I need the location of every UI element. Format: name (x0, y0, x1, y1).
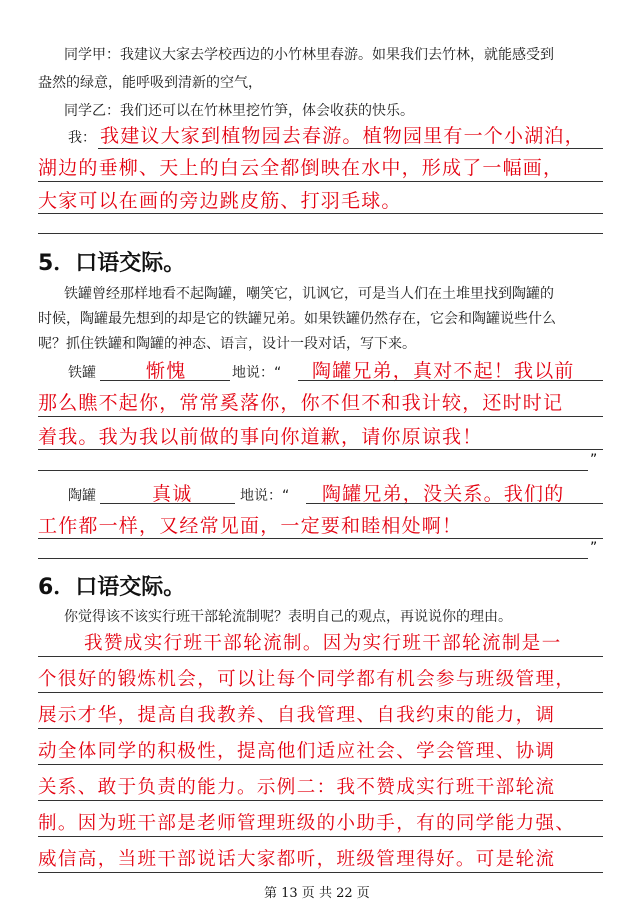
section-5-prompt-line-2: 时候，陶罐最先想到的却是它的铁罐兄弟。如果铁罐仍然存在，它会和陶罐说些什么 (38, 311, 556, 327)
write-rule (38, 233, 603, 234)
clay-pot-line-2: 工作都一样，又经常见面，一定要和睦相处啊！ (38, 515, 463, 537)
section-6-answer-line-6: 制。因为班干部是老师管理班级的小助手，有的同学能力强、 (38, 813, 576, 834)
iron-pot-line-3: 着我。我为我以前做的事向你道歉，请你原谅我！ (38, 426, 483, 448)
write-rule (38, 181, 603, 182)
section-6-prompt: 你觉得该不该实行班干部轮流制呢？表明自己的观点，再说说你的理由。 (64, 609, 512, 625)
clay-pot-said: 地说：“ (240, 488, 290, 504)
write-rule (38, 800, 603, 801)
write-rule (38, 872, 603, 873)
section-5-heading: 5．口语交际。 (38, 251, 186, 276)
write-rule (38, 470, 588, 471)
section-5-prompt-line-1: 铁罐曾经那样地看不起陶罐，嘲笑它，讥讽它，可是当人们在土堆里找到陶罐的 (64, 286, 554, 302)
clay-pot-label: 陶罐 (68, 488, 96, 504)
answer-line-3: 大家可以在画的旁边跳皮筋、打羽毛球。 (38, 190, 402, 212)
answer-line-2: 湖边的垂柳、天上的白云全都倒映在水中，形成了一幅画， (38, 157, 564, 179)
write-rule (38, 836, 603, 837)
write-rule (38, 449, 603, 450)
write-rule (38, 728, 603, 729)
write-rule (38, 416, 603, 417)
write-rule (298, 380, 603, 381)
section-6-answer-line-1: 我赞成实行班干部轮流制。因为实行班干部轮流制是一 (84, 633, 562, 654)
iron-pot-close-quote: ” (590, 452, 598, 468)
section-5-prompt-line-3: 呢？抓住铁罐和陶罐的神态、语言，设计一段对话，写下来。 (38, 336, 416, 352)
clay-pot-manner: 真诚 (152, 483, 193, 505)
section-6-answer-line-4: 动全体同学的积极性，提高他们适应社会、学会管理、协调 (38, 741, 556, 762)
iron-pot-label: 铁罐 (68, 365, 96, 381)
section-6-answer-line-3: 展示才华，提高自我教养、自我管理、自我约束的能力，调 (38, 705, 556, 726)
write-rule (38, 764, 603, 765)
page-number: 第 13 页 共 22 页 (264, 886, 370, 901)
write-rule (38, 558, 588, 559)
student-b-line: 同学乙：我们还可以在竹林里挖竹笋，体会收获的快乐。 (64, 103, 414, 119)
write-rule (98, 148, 603, 149)
iron-pot-line-2: 那么瞧不起你，常常奚落你，你不但不和我计较，还时时记 (38, 392, 564, 414)
section-6-answer-line-2: 个很好的锻炼机会，可以让每个同学都有机会参与班级管理， (38, 669, 576, 690)
iron-pot-line-1: 陶罐兄弟，真对不起！我以前 (312, 360, 575, 382)
write-rule (38, 538, 603, 539)
clay-pot-close-quote: ” (590, 540, 598, 556)
iron-pot-manner: 惭愧 (146, 360, 187, 382)
clay-pot-line-1: 陶罐兄弟，没关系。我们的 (322, 483, 565, 505)
section-6-heading: 6．口语交际。 (38, 575, 186, 600)
answer-line-1: 我建议大家到植物园去春游。植物园里有一个小湖泊， (100, 125, 585, 147)
section-6-answer-line-5: 关系、敢于负责的能力。示例二：我不赞成实行班干部轮流 (38, 777, 556, 798)
write-rule (306, 503, 603, 504)
write-rule (38, 656, 603, 657)
student-a-line-1: 同学甲：我建议大家去学校西边的小竹林里春游。如果我们去竹林，就能感受到 (64, 47, 554, 63)
student-a-line-2: 盎然的绿意，能呼吸到清新的空气， (38, 75, 262, 91)
section-6-answer-line-7: 威信高，当班干部说话大家都听，班级管理得好。可是轮流 (38, 849, 556, 870)
write-rule (38, 213, 603, 214)
me-label: 我： (68, 130, 96, 146)
write-rule (38, 692, 603, 693)
iron-pot-said: 地说：“ (232, 365, 282, 381)
